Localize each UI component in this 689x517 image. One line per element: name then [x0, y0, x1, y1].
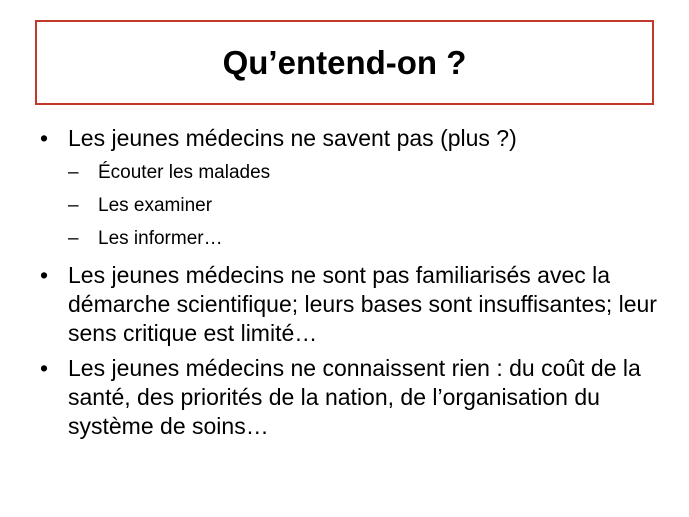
- dash-icon: –: [68, 228, 79, 249]
- sub-item: [68, 189, 668, 222]
- bullet-item: [38, 354, 668, 441]
- sub-item: [68, 156, 668, 189]
- title-box: [35, 20, 654, 105]
- sub-item: [68, 222, 668, 255]
- bullet-text: Les jeunes médecins ne sont pas familiarisés avec la démarche scientifique; leurs bases sont insuffisantes; leur sens critique est limité…: [68, 262, 657, 346]
- bullet-item: [38, 124, 668, 255]
- sub-item-text: Les informer…: [98, 228, 223, 249]
- sub-item-text: Les examiner: [98, 195, 213, 216]
- dash-icon: –: [68, 162, 79, 183]
- bullet-text: Les jeunes médecins ne connaissent rien : du coût de la santé, des priorités de la nation, de l’organisation du système de soins…: [68, 355, 641, 439]
- bullet-dot-icon: •: [40, 355, 49, 381]
- sub-list: [68, 156, 668, 255]
- slide-title: Qu’entend-on ?: [222, 44, 467, 81]
- bullet-dot-icon: •: [40, 262, 49, 288]
- bullet-list: [38, 124, 668, 441]
- bullet-text: Les jeunes médecins ne savent pas (plus ?): [68, 125, 517, 151]
- bullet-item: [38, 261, 668, 348]
- sub-item-text: Écouter les malades: [98, 162, 271, 183]
- bullet-dot-icon: •: [40, 125, 49, 151]
- dash-icon: –: [68, 195, 79, 216]
